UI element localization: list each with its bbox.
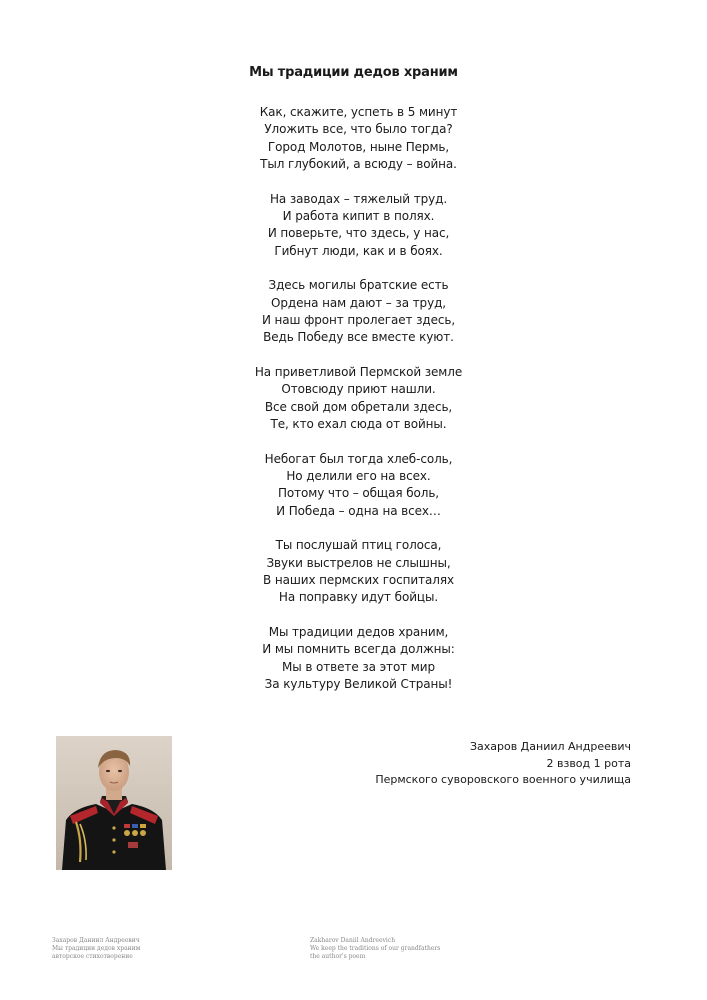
poem-line: На поправку идут бойцы.: [278, 590, 439, 605]
poem-title: Мы традиции дедов храним: [249, 65, 458, 80]
author-photo: [56, 736, 172, 870]
poem-line: Ордена нам дают – за труд,: [271, 295, 446, 310]
poem-line: Город Молотов, ныне Пермь,: [267, 139, 450, 154]
stanza-6: [0, 537, 707, 607]
stanza-4: [0, 364, 707, 434]
poem-line: Потому что – общая боль,: [277, 486, 440, 501]
poem-line: Ты послушай птиц голоса,: [275, 538, 442, 553]
poem-line: И Победа – одна на всех…: [276, 503, 441, 518]
poem-line: И работа кипит в полях.: [282, 209, 435, 224]
poem-line: И поверьте, что здесь, у нас,: [267, 226, 450, 241]
poem-line: Небогат был тогда хлеб-соль,: [264, 451, 453, 466]
caption-line: Захаров Даниил Андреевич: [52, 937, 140, 944]
poem-line: Здесь могилы братские есть: [268, 278, 449, 293]
poem-line: В наших пермских госпиталях: [263, 572, 454, 587]
author-signature: [375, 739, 631, 789]
poem-line: Тыл глубокий, а всюду – война.: [260, 157, 457, 172]
poem-line: На заводах – тяжелый труд.: [269, 191, 448, 206]
caption-line: We keep the traditions of our grandfathers: [310, 945, 441, 952]
poem-line: Ведь Победу все вместе куют.: [263, 330, 454, 345]
poem-line: Все свой дом обретали здесь,: [264, 399, 453, 414]
cadet-portrait-image: [56, 736, 172, 870]
stanza-3: [0, 277, 707, 347]
author-name: Захаров Даниил Андреевич: [469, 740, 631, 753]
poem-line: Но делили его на всех.: [286, 468, 431, 483]
poem-line: И мы помнить всегда должны:: [262, 642, 455, 657]
poem-line: На приветливой Пермской земле: [254, 364, 463, 379]
caption-russian: [52, 937, 140, 961]
poem-line: Уложить все, что было тогда?: [264, 122, 453, 137]
stanza-1: [0, 104, 707, 174]
poem-line: Как, скажите, успеть в 5 минут: [259, 105, 458, 119]
poem-line: Мы в ответе за этот мир: [282, 659, 435, 674]
stanza-2: [0, 191, 707, 261]
caption-line: the author's poem: [310, 953, 366, 960]
poem-line: Звуки выстрелов не слышны,: [266, 555, 451, 570]
poem-line: Гибнут люди, как и в боях.: [274, 243, 443, 258]
poem-line: Отовсюду приют нашли.: [281, 382, 436, 397]
caption-line: Zakharov Daniil Andreevich: [310, 937, 396, 944]
poem-line: И наш фронт пролегает здесь,: [261, 313, 456, 328]
author-unit: 2 взвод 1 рота: [546, 756, 631, 770]
poem-line: За культуру Великой Страны!: [264, 676, 453, 691]
poem-line: Те, кто ехал сюда от войны.: [270, 417, 447, 432]
caption-line: Мы традиции дедов храним: [52, 945, 141, 952]
poem-body: [0, 104, 707, 710]
poem-line: Мы традиции дедов храним,: [268, 624, 449, 639]
caption-line: авторское стихотворение: [52, 953, 133, 960]
stanza-5: [0, 451, 707, 521]
caption-english: [310, 937, 440, 961]
author-school: Пермского суворовского военного училища: [375, 773, 631, 786]
stanza-7: [0, 624, 707, 694]
